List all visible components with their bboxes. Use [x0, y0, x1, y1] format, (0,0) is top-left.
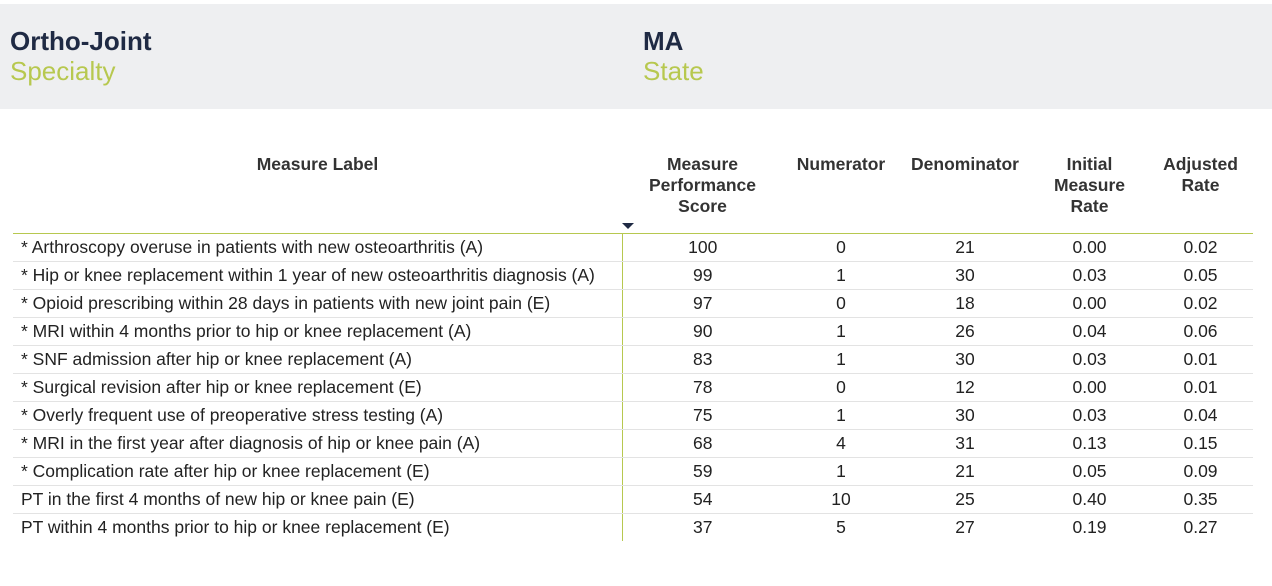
cell-adjusted-rate: 0.35: [1148, 486, 1253, 514]
cell-initial-rate: 0.04: [1031, 318, 1148, 346]
cell-score: 97: [622, 290, 783, 318]
cell-score: 90: [622, 318, 783, 346]
cell-denominator: 31: [899, 430, 1031, 458]
col-header-adjusted-rate[interactable]: Adjusted Rate: [1148, 150, 1253, 234]
specialty-value: Ortho-Joint: [10, 26, 152, 56]
table-row[interactable]: [13, 458, 1253, 486]
cell-score: 75: [622, 402, 783, 430]
specialty-block: [10, 26, 152, 86]
cell-numerator: 1: [783, 458, 899, 486]
cell-measure-label: PT within 4 months prior to hip or knee replacement (E): [13, 514, 622, 542]
cell-adjusted-rate: 0.01: [1148, 374, 1253, 402]
cell-initial-rate: 0.03: [1031, 402, 1148, 430]
state-label: State: [643, 56, 704, 86]
cell-denominator: 30: [899, 262, 1031, 290]
table-row[interactable]: [13, 234, 1253, 262]
table-row[interactable]: [13, 290, 1253, 318]
cell-adjusted-rate: 0.27: [1183, 517, 1218, 537]
cell-denominator: 30: [899, 402, 1031, 430]
cell-measure-label: * Opioid prescribing within 28 days in patients with new joint pain (E): [13, 290, 622, 318]
col-header-numerator[interactable]: Numerator: [783, 150, 899, 234]
cell-numerator: 0: [783, 290, 899, 318]
cell-denominator: 21: [899, 458, 1031, 486]
col-header-denominator[interactable]: Denominator: [899, 150, 1031, 234]
cell-denominator: 26: [899, 318, 1031, 346]
cell-initial-rate: 0.03: [1031, 346, 1148, 374]
table-row[interactable]: [13, 318, 1253, 346]
cell-measure-label: * Overly frequent use of preoperative stress testing (A): [13, 402, 622, 430]
cell-numerator: 5: [836, 517, 846, 537]
measures-table-container: [13, 150, 1253, 541]
cell-measure-label: * MRI in the first year after diagnosis of hip or knee pain (A): [13, 430, 622, 458]
header-band: [0, 4, 1272, 109]
cell-denominator: 21: [899, 234, 1031, 262]
measures-table: [13, 150, 1253, 541]
cell-measure-label: * SNF admission after hip or knee replacement (A): [13, 346, 622, 374]
cell-initial-rate: 0.03: [1031, 262, 1148, 290]
cell-numerator: 1: [783, 346, 899, 374]
cell-initial-rate: 0.13: [1031, 430, 1148, 458]
table-row[interactable]: [13, 346, 1253, 374]
col-header-measure-label[interactable]: Measure Label: [13, 150, 622, 234]
table-row[interactable]: [13, 262, 1253, 290]
cell-adjusted-rate: 0.09: [1148, 458, 1253, 486]
cell-score: 78: [622, 374, 783, 402]
cell-numerator: 10: [783, 486, 899, 514]
cell-initial-rate: 0.05: [1031, 458, 1148, 486]
cell-adjusted-rate: 0.06: [1148, 318, 1253, 346]
cell-adjusted-rate: 0.01: [1148, 346, 1253, 374]
cell-score: 83: [622, 346, 783, 374]
cell-adjusted-rate: 0.15: [1148, 430, 1253, 458]
cell-measure-label: * Hip or knee replacement within 1 year of new osteoarthritis diagnosis (A): [13, 262, 622, 290]
cell-denominator: 12: [899, 374, 1031, 402]
cell-numerator: 4: [783, 430, 899, 458]
table-row[interactable]: [13, 374, 1253, 402]
cell-measure-label: * Surgical revision after hip or knee replacement (E): [13, 374, 622, 402]
cell-numerator: 0: [783, 234, 899, 262]
table-row[interactable]: [13, 402, 1253, 430]
specialty-label: Specialty: [10, 56, 116, 86]
cell-adjusted-rate: 0.05: [1148, 262, 1253, 290]
table-header-row: [13, 150, 1253, 234]
cell-initial-rate: 0.00: [1031, 290, 1148, 318]
cell-measure-label: PT in the first 4 months of new hip or knee pain (E): [13, 486, 622, 514]
cell-adjusted-rate: 0.02: [1148, 290, 1253, 318]
cell-adjusted-rate: 0.04: [1148, 402, 1253, 430]
col-header-score-label: Measure Performance Score: [649, 154, 756, 216]
cell-adjusted-rate: 0.02: [1148, 234, 1253, 262]
cell-denominator: 25: [899, 486, 1031, 514]
cell-numerator: 1: [783, 262, 899, 290]
cell-initial-rate: 0.40: [1031, 486, 1148, 514]
cell-score: 54: [622, 486, 783, 514]
cell-measure-label: * Arthroscopy overuse in patients with new osteoarthritis (A): [13, 234, 622, 262]
cell-denominator: 18: [899, 290, 1031, 318]
cell-score: 100: [622, 234, 783, 262]
table-row[interactable]: [13, 486, 1253, 514]
table-row[interactable]: [13, 430, 1253, 458]
cell-score: 37: [693, 517, 713, 537]
cell-measure-label: * MRI within 4 months prior to hip or knee replacement (A): [13, 318, 622, 346]
cell-numerator: 1: [783, 402, 899, 430]
cell-initial-rate: 0.00: [1031, 234, 1148, 262]
col-header-score[interactable]: [622, 150, 783, 234]
table-body: [13, 234, 1253, 542]
cell-score: 99: [622, 262, 783, 290]
sort-descending-icon[interactable]: [622, 223, 634, 229]
cell-score: 68: [622, 430, 783, 458]
col-header-initial-rate[interactable]: Initial Measure Rate: [1031, 150, 1148, 234]
table-row[interactable]: [13, 514, 1253, 542]
cell-denominator: 30: [899, 346, 1031, 374]
cell-initial-rate: 0.19: [1072, 517, 1107, 537]
state-block: [643, 26, 704, 86]
cell-denominator: 27: [955, 517, 975, 537]
state-value: MA: [643, 26, 684, 56]
cell-numerator: 1: [783, 318, 899, 346]
cell-numerator: 0: [783, 374, 899, 402]
cell-initial-rate: 0.00: [1031, 374, 1148, 402]
cell-score: 59: [622, 458, 783, 486]
cell-measure-label: * Complication rate after hip or knee replacement (E): [13, 458, 622, 486]
